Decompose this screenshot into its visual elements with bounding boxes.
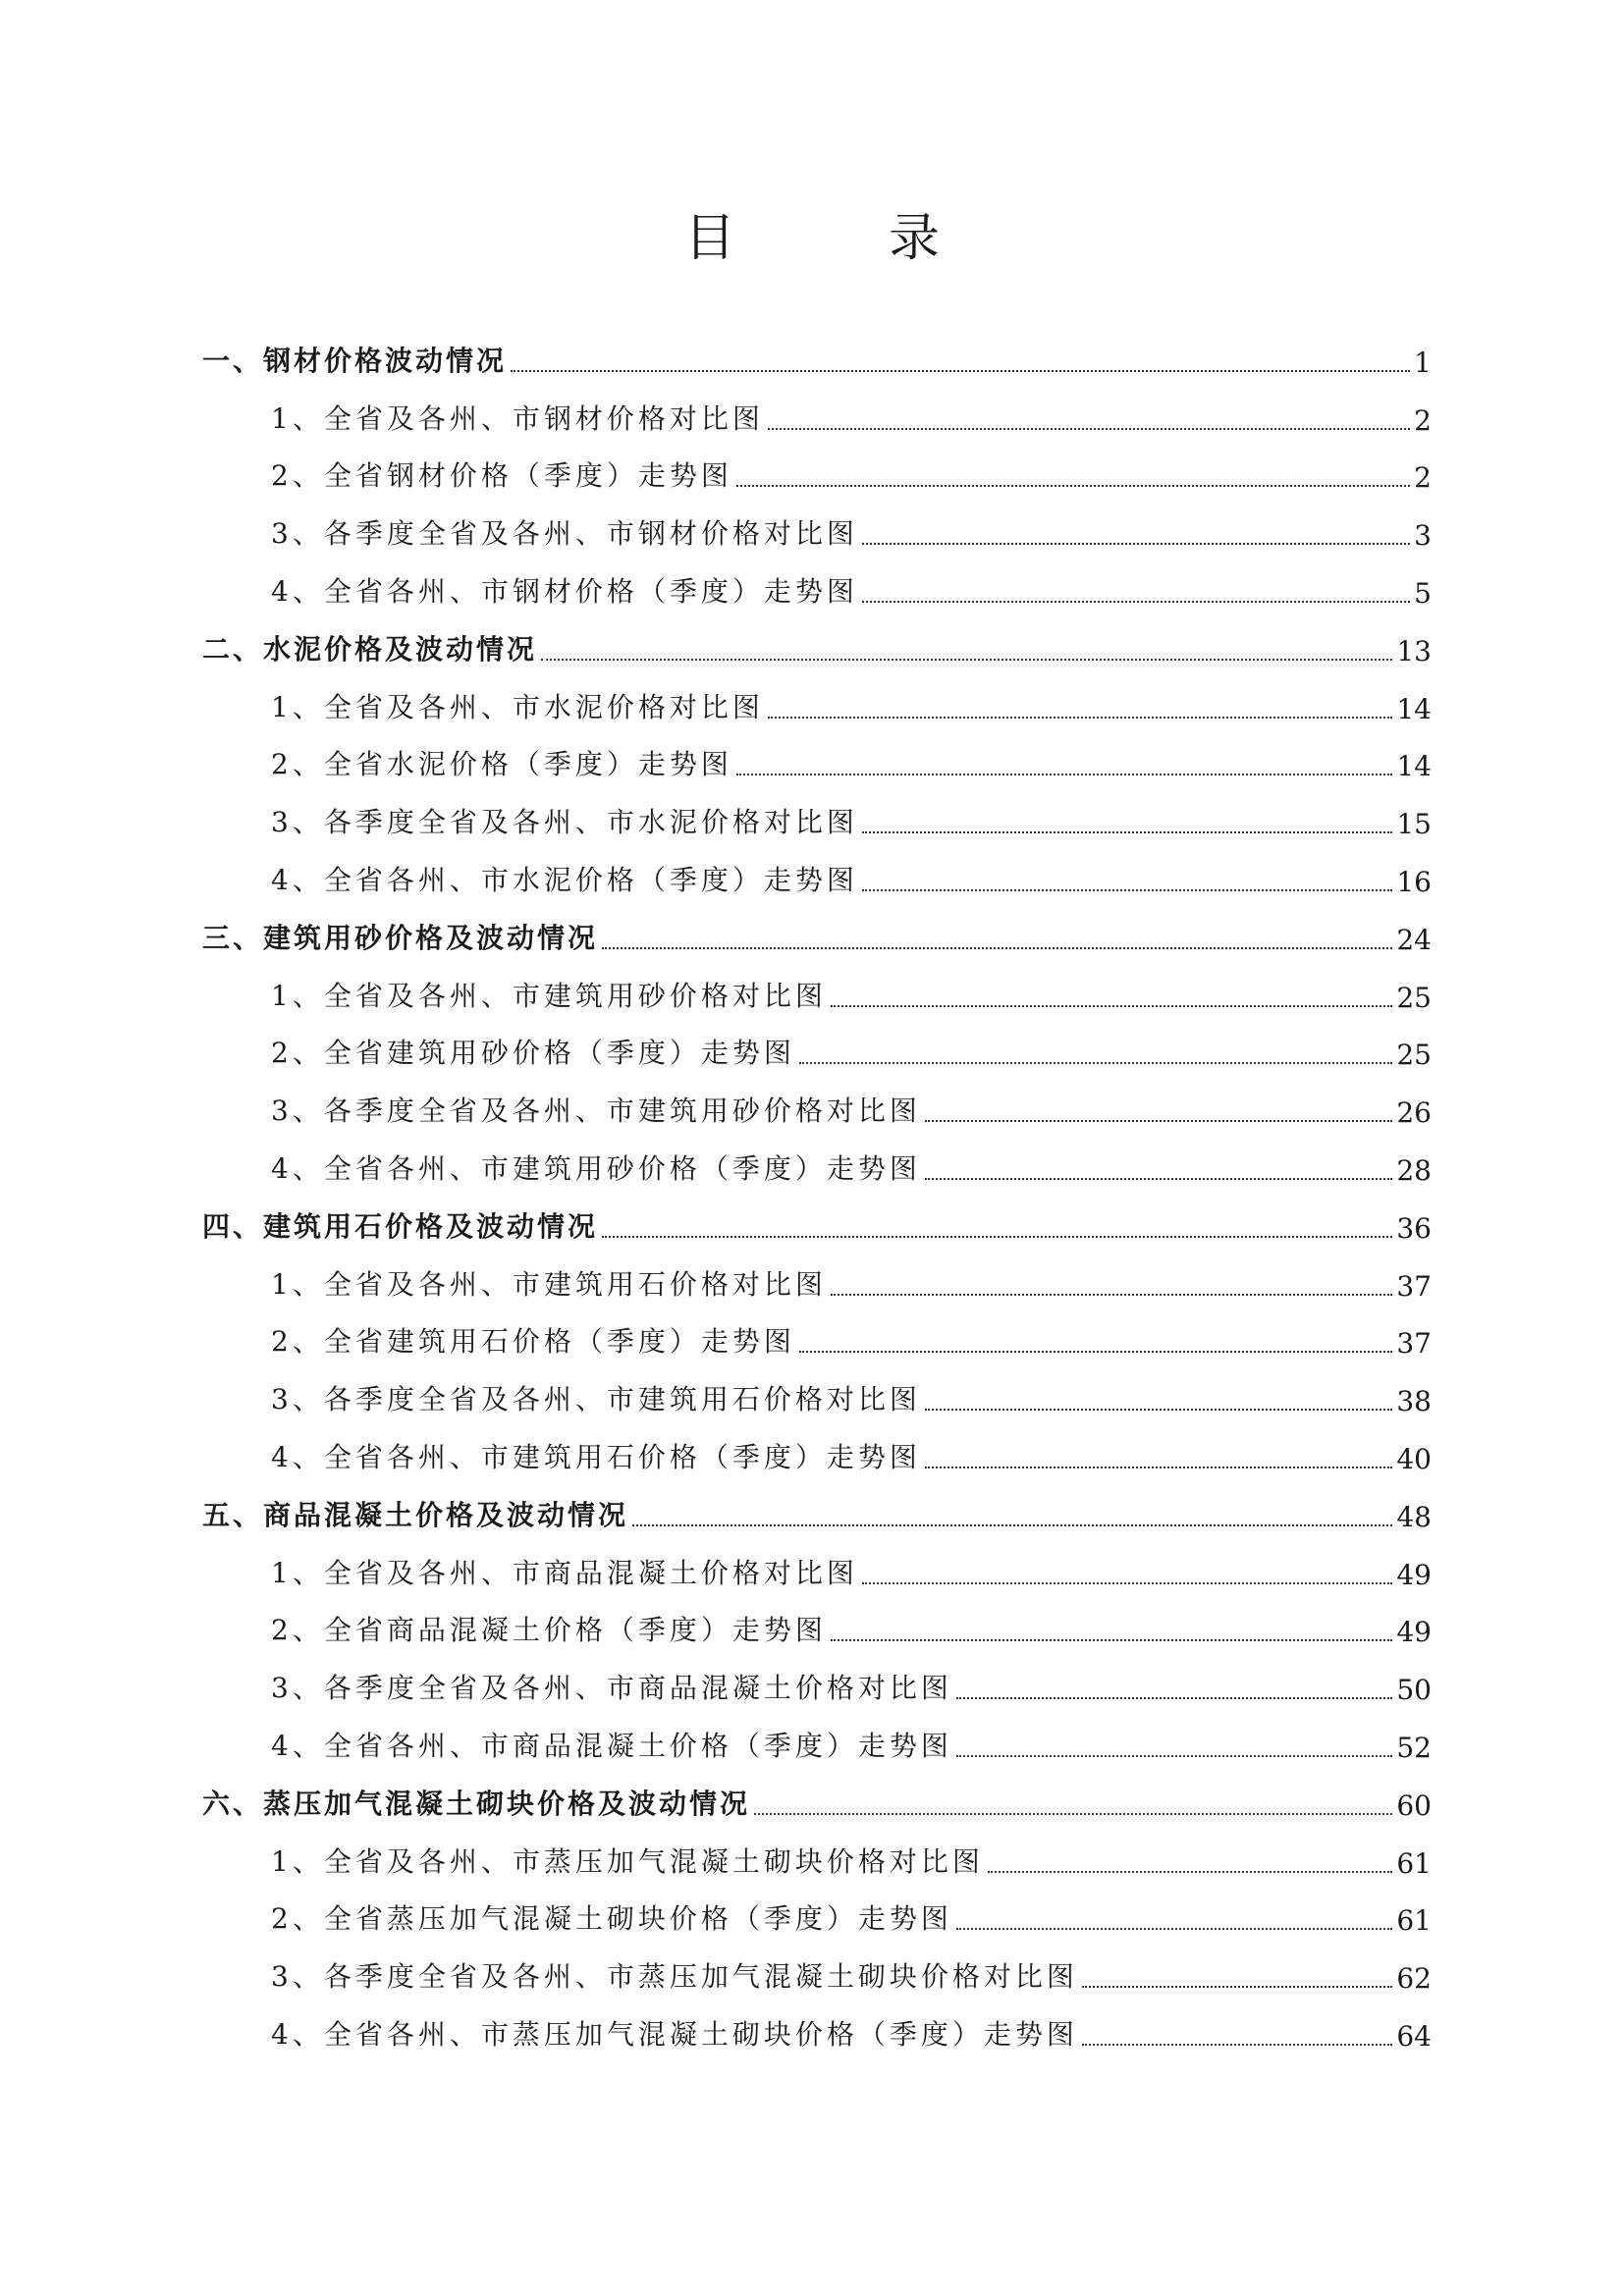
toc-entry-label: 1、全省及各州、市水泥价格对比图 [271,690,764,723]
toc-section-entry[interactable] [202,615,1432,673]
toc-dot-leader [956,1697,1393,1699]
page-title: 目 录 [683,209,991,268]
toc-page-number: 5 [1414,576,1432,610]
toc-page-number: 25 [1396,981,1432,1014]
toc-subsection-entry[interactable] [202,962,1432,1020]
toc-entry-label: 2、全省水泥价格（季度）走势图 [271,748,732,781]
toc-page-number: 61 [1396,1904,1432,1938]
toc-entry-label: 1、全省及各州、市蒸压加气混凝土砌块价格对比图 [271,1844,984,1878]
toc-dot-leader [511,370,1410,372]
toc-entry-label: 2、全省建筑用石价格（季度）走势图 [271,1325,795,1359]
toc-entry-label: 二、水泥价格及波动情况 [202,632,538,666]
toc-entry-label: 六、蒸压加气混凝土砌块价格及波动情况 [202,1787,751,1820]
toc-entry-label: 2、全省商品混凝土价格（季度）走势图 [271,1614,827,1647]
toc-section-entry[interactable] [202,1481,1432,1539]
toc-entry-label: 3、各季度全省及各州、市建筑用砂价格对比图 [271,1095,921,1128]
toc-dot-leader [862,1582,1393,1584]
toc-dot-leader [956,1928,1393,1930]
toc-dot-leader [925,1120,1393,1122]
toc-subsection-entry[interactable] [202,385,1432,443]
toc-section-entry[interactable] [202,904,1432,962]
toc-dot-leader [862,831,1393,833]
toc-entry-label: 一、钢材价格波动情况 [202,344,508,377]
toc-dot-leader [736,774,1393,775]
toc-entry-label: 4、全省各州、市商品混凝土价格（季度）走势图 [271,1729,952,1762]
toc-entry-label: 三、建筑用砂价格及波动情况 [202,921,599,954]
toc-page-number: 49 [1396,1616,1432,1649]
toc-subsection-entry[interactable] [202,500,1432,558]
toc-entry-label: 3、各季度全省及各州、市钢材价格对比图 [271,517,858,551]
toc-dot-leader [754,1813,1392,1815]
toc-entry-label: 1、全省及各州、市建筑用砂价格对比图 [271,979,827,1012]
toc-page-number: 15 [1396,808,1432,841]
toc-dot-leader [831,1294,1393,1296]
toc-dot-leader [602,947,1392,949]
toc-entry-label: 2、全省蒸压加气混凝土砌块价格（季度）走势图 [271,1902,952,1936]
toc-entry-label: 1、全省及各州、市建筑用石价格对比图 [271,1267,827,1301]
toc-page-number: 37 [1396,1327,1432,1361]
toc-entry-label: 4、全省各州、市钢材价格（季度）走势图 [271,574,858,608]
toc-subsection-entry[interactable] [202,1251,1432,1308]
toc-subsection-entry[interactable] [202,788,1432,846]
toc-dot-leader [602,1236,1392,1238]
toc-entry-label: 1、全省及各州、市商品混凝土价格对比图 [271,1556,858,1589]
toc-page-number: 2 [1414,403,1432,437]
toc-entry-label: 2、全省建筑用砂价格（季度）走势图 [271,1037,795,1070]
toc-subsection-entry[interactable] [202,1308,1432,1366]
toc-page-number: 14 [1396,750,1432,783]
toc-section-entry[interactable] [202,1770,1432,1828]
toc-entry-label: 五、商品混凝土价格及波动情况 [202,1498,629,1531]
toc-page-number: 38 [1396,1385,1432,1418]
toc-dot-leader [541,659,1392,661]
toc-page-number: 24 [1396,923,1432,956]
toc-dot-leader [1082,1986,1393,1988]
toc-entry-label: 4、全省各州、市建筑用砂价格（季度）走势图 [271,1151,921,1185]
toc-subsection-entry[interactable] [202,1828,1432,1886]
toc-page-number: 62 [1396,1962,1432,1996]
toc-dot-leader [831,1639,1393,1641]
toc-entry-label: 2、全省钢材价格（季度）走势图 [271,459,732,493]
toc-entry-label: 3、各季度全省及各州、市商品混凝土价格对比图 [271,1672,952,1705]
toc-page-number: 1 [1414,346,1432,379]
toc-subsection-entry[interactable] [202,1365,1432,1423]
toc-page-number: 14 [1396,692,1432,725]
toc-entry-label: 4、全省各州、市蒸压加气混凝土砌块价格（季度）走势图 [271,2017,1078,2051]
toc-dot-leader [925,1178,1393,1180]
toc-page-number: 48 [1396,1500,1432,1533]
toc-subsection-entry[interactable] [202,1077,1432,1135]
toc-dot-leader [956,1755,1393,1757]
toc-dot-leader [1082,2044,1393,2046]
toc-section-entry[interactable] [202,327,1432,385]
toc-subsection-entry[interactable] [202,731,1432,789]
toc-subsection-entry[interactable] [202,1539,1432,1597]
toc-subsection-entry[interactable] [202,673,1432,731]
toc-page-number: 13 [1396,634,1432,667]
toc-subsection-entry[interactable] [202,558,1432,615]
toc-page-number: 37 [1396,1269,1432,1303]
toc-subsection-entry[interactable] [202,1423,1432,1481]
toc-page-number: 36 [1396,1211,1432,1245]
toc-entry-label: 四、建筑用石价格及波动情况 [202,1209,599,1243]
toc-subsection-entry[interactable] [202,1654,1432,1712]
toc-section-entry[interactable] [202,1193,1432,1251]
toc-dot-leader [862,601,1410,603]
toc-subsection-entry[interactable] [202,443,1432,501]
toc-dot-leader [925,1409,1393,1411]
table-of-contents [202,327,1432,2058]
toc-subsection-entry[interactable] [202,1886,1432,1944]
toc-entry-label: 3、各季度全省及各州、市建筑用石价格对比图 [271,1383,921,1416]
toc-subsection-entry[interactable] [202,1712,1432,1770]
toc-page-number: 40 [1396,1442,1432,1475]
toc-dot-leader [862,889,1393,891]
toc-dot-leader [799,1351,1393,1353]
toc-page-number: 50 [1396,1674,1432,1707]
toc-page-number: 16 [1396,865,1432,898]
toc-dot-leader [632,1524,1392,1526]
toc-subsection-entry[interactable] [202,1135,1432,1193]
toc-dot-leader [831,1005,1393,1007]
toc-page-number: 64 [1396,2019,1432,2053]
toc-dot-leader [862,543,1410,545]
toc-page-number: 49 [1396,1558,1432,1591]
toc-dot-leader [799,1062,1393,1064]
toc-page-number: 61 [1396,1846,1432,1880]
toc-entry-label: 3、各季度全省及各州、市蒸压加气混凝土砌块价格对比图 [271,1960,1078,1994]
toc-entry-label: 3、各季度全省及各州、市水泥价格对比图 [271,806,858,839]
toc-subsection-entry[interactable] [202,1943,1432,2001]
toc-entry-label: 4、全省各州、市水泥价格（季度）走势图 [271,863,858,896]
toc-dot-leader [768,428,1410,430]
toc-page-number: 26 [1396,1096,1432,1130]
toc-subsection-entry[interactable] [202,846,1432,904]
toc-page-number: 3 [1414,519,1432,553]
toc-page-number: 52 [1396,1731,1432,1764]
toc-entry-label: 1、全省及各州、市钢材价格对比图 [271,401,764,435]
toc-page-number: 28 [1396,1153,1432,1187]
toc-page-number: 25 [1396,1039,1432,1072]
toc-dot-leader [736,485,1410,487]
toc-subsection-entry[interactable] [202,1020,1432,1078]
toc-dot-leader [768,717,1393,719]
toc-subsection-entry[interactable] [202,1597,1432,1655]
toc-dot-leader [925,1467,1393,1468]
toc-page-number: 2 [1414,461,1432,495]
toc-entry-label: 4、全省各州、市建筑用石价格（季度）走势图 [271,1440,921,1473]
toc-page-number: 60 [1396,1789,1432,1822]
toc-dot-leader [988,1871,1393,1873]
toc-subsection-entry[interactable] [202,2001,1432,2058]
